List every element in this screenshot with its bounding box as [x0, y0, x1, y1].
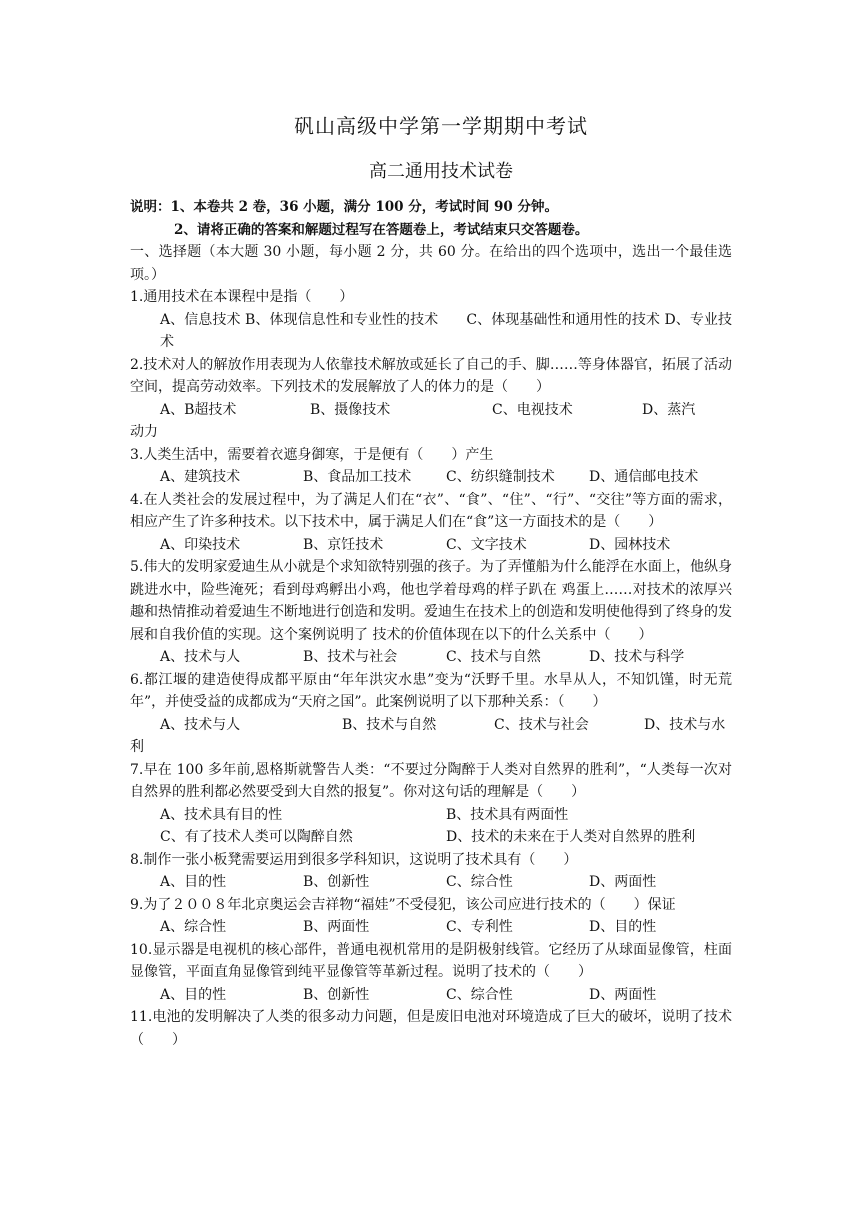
section-heading: 一、选择题（本大题 30 小题，每小题 2 分，共 60 分。在给出的四个选项中，选出一个最佳选项。） — [130, 244, 732, 283]
question-6-option-d: D、技术与水 — [644, 716, 726, 733]
question-4-option-a: A、印染技术 — [160, 536, 241, 553]
question-9-stem: 9.为了２００８年北京奥运会吉祥物“福娃”不受侵犯，该公司应进行技术的（ ）保证 — [130, 896, 676, 913]
question-8-stem: 8.制作一张小板凳需要运用到很多学科知识，这说明了技术具有（ ） — [130, 851, 578, 868]
question-10-stem: 10.显示器是电视机的核心部件，普通电视机常用的是阴极射线管。它经历了从球面显像管，柱面显像管，平面直角显像管到纯平显像管等革新过程。说明了技术的（ ） — [130, 941, 732, 980]
question-3-options — [130, 466, 732, 489]
question-8-option-c: C、综合性 — [446, 874, 513, 890]
question-5-options — [130, 646, 732, 669]
question-6-stem: 6.都江堰的建造使得成都平原由“年年洪灾水患”变为“沃野千里。水旱从人，不知饥馑，时无荒年”，并使受益的成都成为“天府之国”。此案例说明了以下那种关系：（ ） — [130, 671, 732, 710]
question-8-option-b: B、创新性 — [303, 874, 370, 890]
question-10-option-d: D、两面性 — [589, 986, 657, 1003]
question-5-option-d: D、技术与科学 — [589, 649, 685, 665]
exam-page — [130, 112, 732, 1051]
question-2-options-tail: 动力 — [130, 424, 158, 440]
question-5-stem: 5.伟大的发明家爱迪生从小就是个求知欲特别强的孩子。为了弄懂船为什么能浮在水面上，他纵身跳进水中，险些淹死；看到母鸡孵出小鸡，他也学着母鸡的样子趴在 鸡蛋上……对技术的浓厚兴趣和热情推动着爱迪生不断地进行创造和发明。爱迪生在技术上的创造和发明使他得到了终身的发展和自我价值的实现。这个案例说明了 技术的价值体现在以下的什么关系中（ ） — [130, 559, 732, 643]
question-7-options-row-2 — [130, 826, 732, 849]
question-3-option-d: D、通信邮电技术 — [589, 469, 699, 485]
question-7-options-row-1 — [130, 804, 732, 827]
question-7-stem: 7.早在 100 多年前,恩格斯就警告人类：“不要过分陶醉于人类对自然界的胜利”，“人类每一次对自然界的胜利都必然要受到大自然的报复”。你对这句话的理解是（ ） — [130, 761, 732, 800]
question-7-option-c: C、有了技术人类可以陶醉自然 — [160, 829, 353, 845]
question-7-option-d: D、技术的未来在于人类对自然界的胜利 — [446, 829, 696, 845]
question-9-option-b: B、两面性 — [303, 919, 370, 935]
question-11-stem: 11.电池的发明解决了人类的很多动力问题，但是废旧电池对环境造成了巨大的破坏，说明了技术（ ） — [130, 1009, 732, 1048]
question-8-option-d: D、两面性 — [589, 874, 657, 890]
question-2-option-d: D、蒸汽 — [642, 401, 696, 418]
exam-subtitle: 高二通用技术试卷 — [369, 161, 513, 182]
question-8-options — [130, 871, 732, 894]
question-10-option-c: C、综合性 — [446, 986, 513, 1003]
question-3-option-b: B、食品加工技术 — [303, 469, 412, 485]
question-6-option-a: A、技术与人 — [160, 716, 241, 733]
exam-title: 矾山高级中学第一学期期中考试 — [294, 114, 588, 138]
question-5-option-b: B、技术与社会 — [303, 649, 398, 665]
question-9-option-c: C、专利性 — [446, 919, 513, 935]
question-9-option-a: A、综合性 — [160, 919, 227, 935]
question-10-option-b: B、创新性 — [303, 986, 370, 1003]
question-7-option-a: A、技术具有目的性 — [160, 806, 283, 823]
question-5-option-c: C、技术与自然 — [446, 649, 541, 665]
question-3-option-a: A、建筑技术 — [160, 469, 241, 485]
question-3-stem: 3.人类生活中，需要着衣遮身御寒，于是便有（ ）产生 — [130, 446, 494, 463]
question-9-option-d: D、目的性 — [589, 919, 657, 935]
question-9-options — [130, 916, 732, 939]
question-4-option-c: C、文字技术 — [446, 536, 527, 553]
question-10-option-a: A、目的性 — [160, 986, 227, 1003]
instruction-line-1: 说明：1、本卷共 2 卷，36 小题，满分 100 分，考试时间 90 分钟。 — [130, 199, 558, 215]
question-4-stem: 4.在人类社会的发展过程中，为了满足人们在“衣”、“食”、“住”、“行”、“交往”等方面的需求，相应产生了许多种技术。以下技术中，属于满足人们在“食”这一方面技术的是（ ） — [130, 491, 732, 530]
instruction-line-2: 2、请将正确的答案和解题过程写在答题卷上，考试结束只交答题卷。 — [174, 221, 589, 238]
question-2-options — [130, 399, 732, 422]
question-2-option-a: A、B超技术 — [160, 401, 237, 418]
question-6-option-b: B、技术与自然 — [342, 716, 437, 733]
question-3-option-c: C、纺织缝制技术 — [446, 469, 555, 485]
question-4-option-b: B、京饪技术 — [303, 536, 384, 553]
question-6-options — [130, 714, 732, 737]
question-4-options — [130, 534, 732, 557]
question-1-stem: 1.通用技术在本课程中是指（ ） — [130, 289, 354, 305]
question-2-option-c: C、电视技术 — [492, 401, 573, 418]
question-4-option-d: D、园林技术 — [589, 536, 671, 553]
question-2-stem: 2.技术对人的解放作用表现为人依靠技术解放或延长了自己的手、脚……等身体器官，拓展了活动空间，提高劳动效率。下列技术的发展解放了人的体力的是（ ） — [130, 356, 732, 395]
question-8-option-a: A、目的性 — [160, 874, 227, 890]
question-7-option-b: B、技术具有两面性 — [446, 806, 569, 823]
question-6-option-c: C、技术与社会 — [494, 716, 589, 733]
question-1-options: A、信息技术 B、体现信息性和专业性的技术 C、体现基础性和通用性的技术 D、专业技术 — [160, 311, 732, 350]
question-6-options-tail: 利 — [130, 739, 144, 755]
question-10-options — [130, 984, 732, 1007]
question-2-option-b: B、摄像技术 — [310, 401, 391, 418]
question-5-option-a: A、技术与人 — [160, 649, 241, 665]
